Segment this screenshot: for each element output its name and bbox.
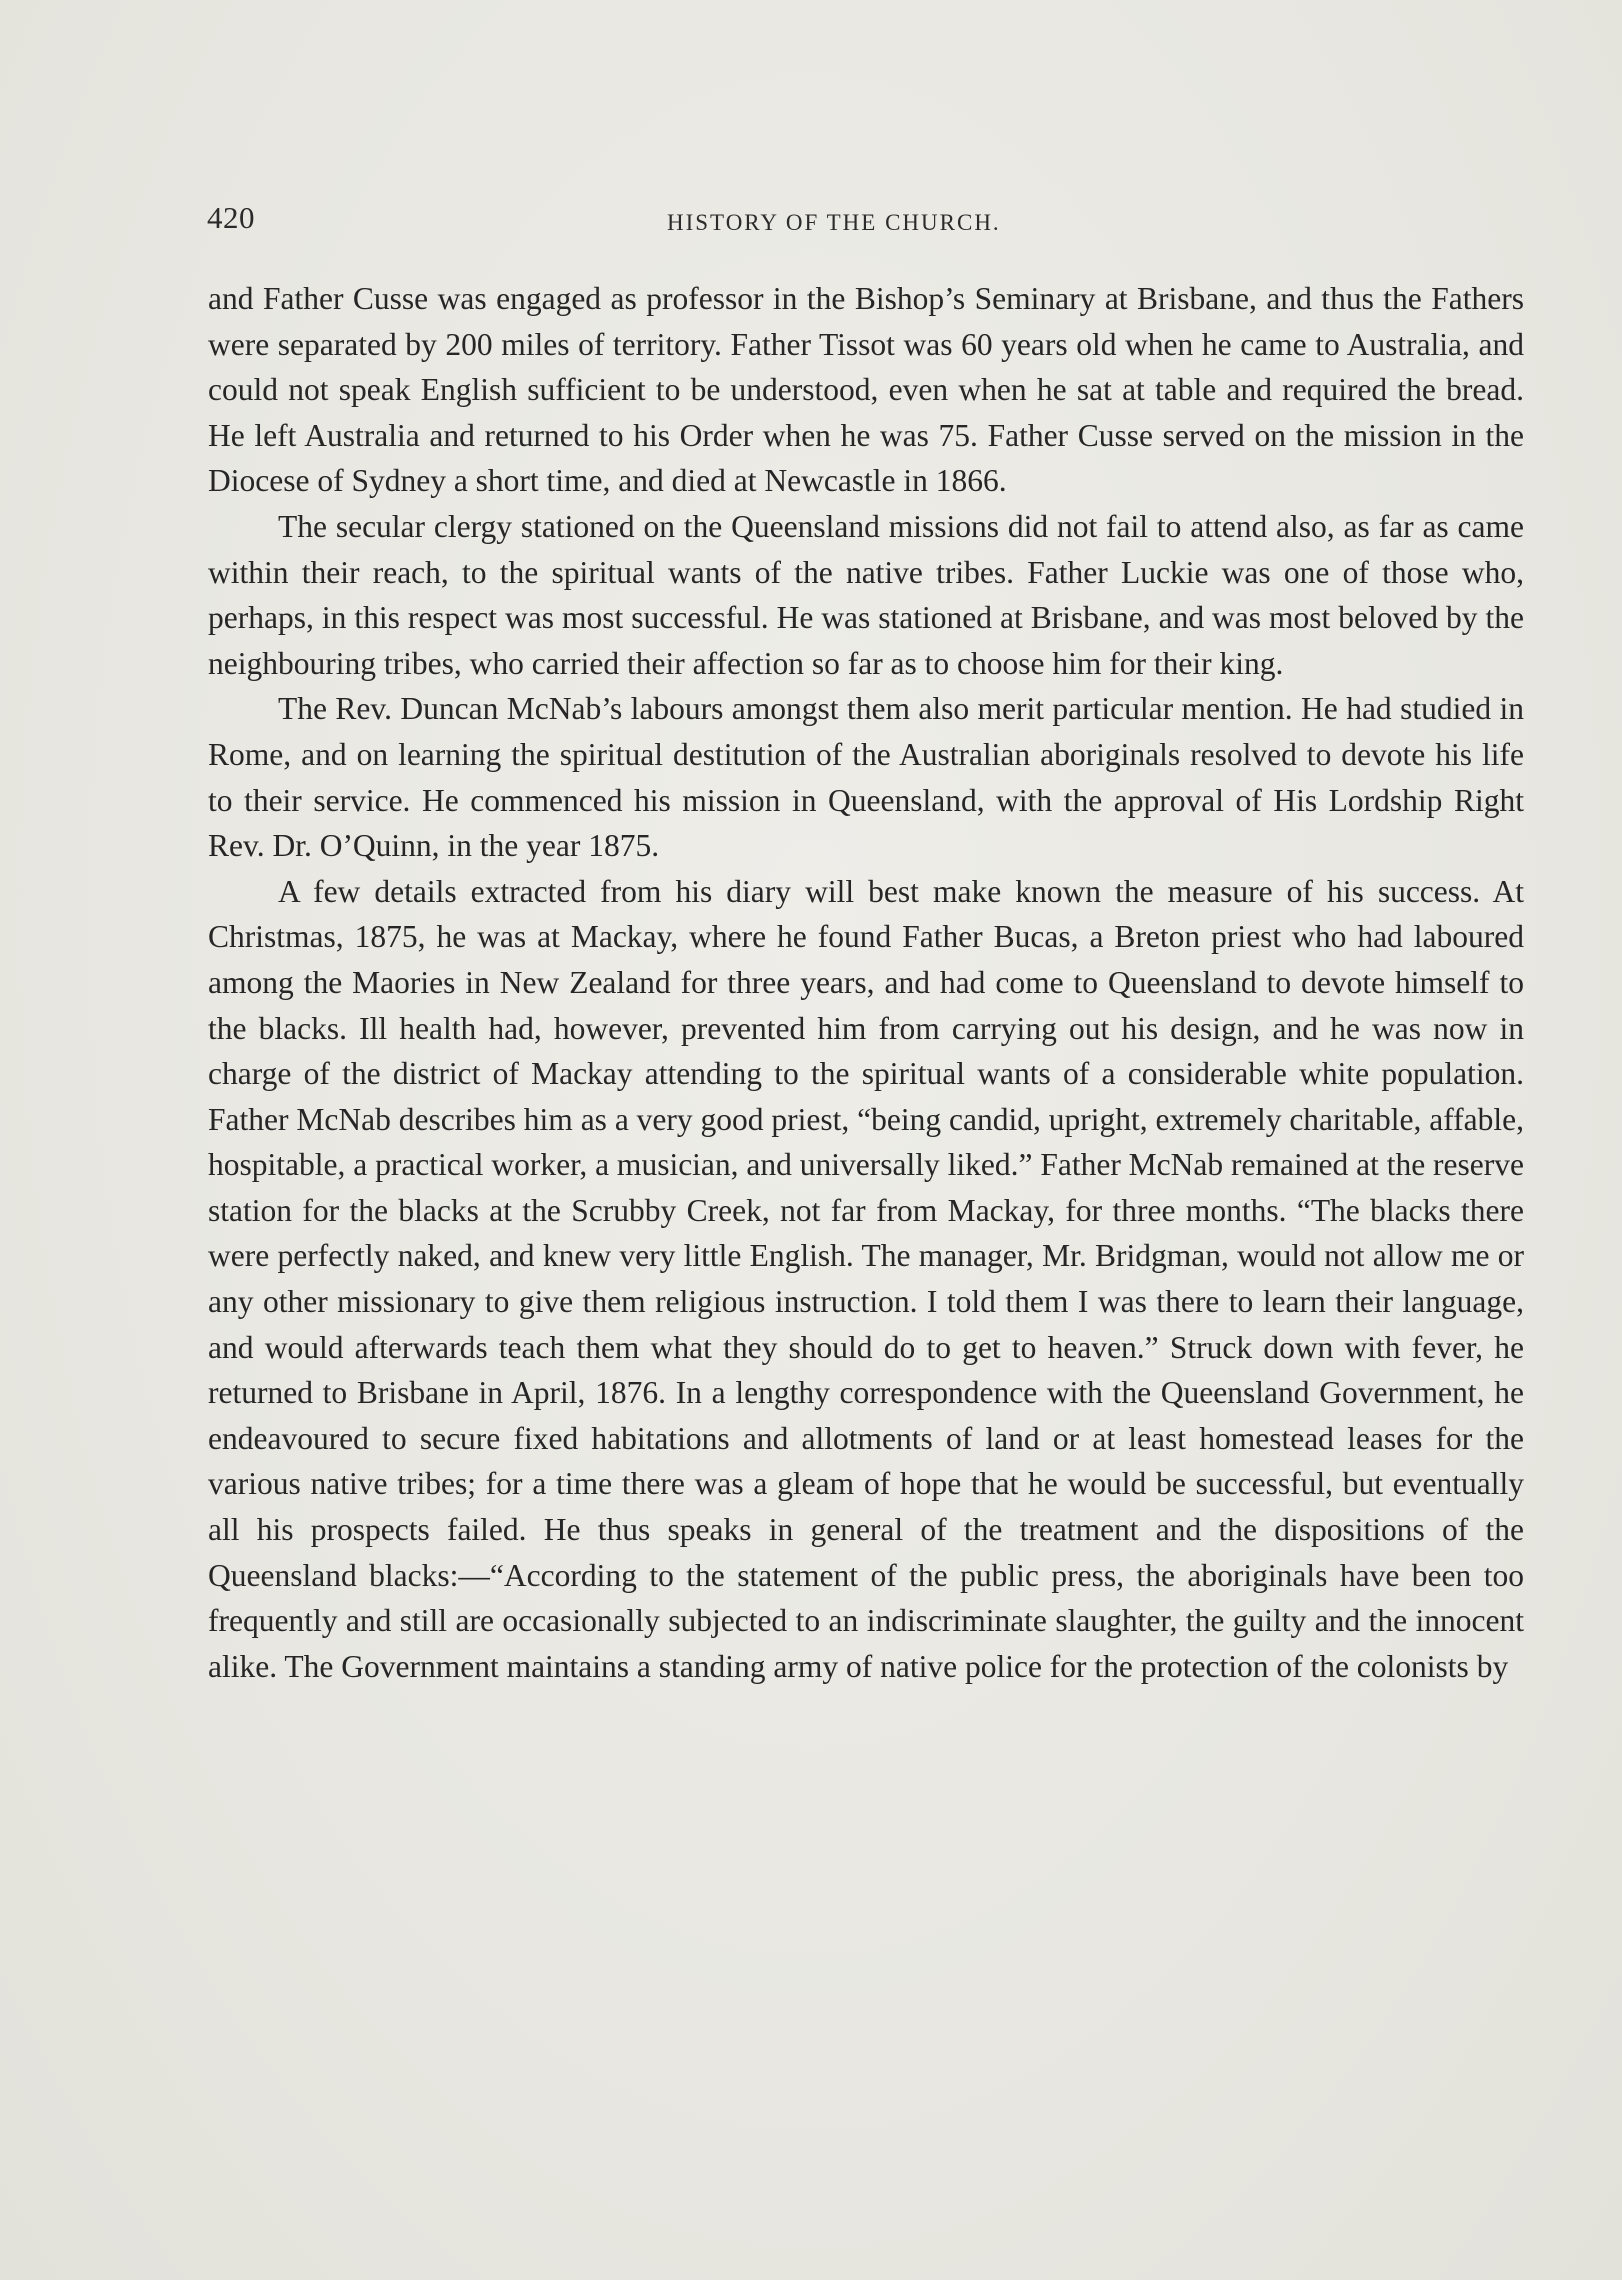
paragraph-4: A few details extracted from his diary will best make known the measure of his success. At Christmas, 1875, he was at Mackay, where he found Father Bucas, a Breton priest who had laboured among the Maories in New Zealand for three years, and had come to Queensland to devote himself to the blacks. Ill health had, however, prevented him from carrying out his design, and he was now in charge of the district of Mackay attending to the spiritual wants of a considerable white population. Father McNab describes him as a very good priest, “being candid, upright, extremely charitable, affable, hospitable, a practical worker, a musician, and universally liked.” Father McNab remained at the reserve station for the blacks at the Scrubby Creek, not far from Mackay, for three months. “The blacks there were perfectly naked, and knew very little English. The manager, Mr. Bridgman, would not allow me or any other missionary to give them religious instruction. I told them I was there to learn their language, and would afterwards teach them what they should do to get to heaven.” Struck down with fever, he returned to Brisbane in April, 1876. In a lengthy correspondence with the Queensland Government, he endeavoured to secure fixed habitations and allotments of land or at least homestead leases for the various native tribes; for a time there was a gleam of hope that he would be successful, but eventually all his prospects failed. He thus speaks in general of the treatment and the dispositions of the Queensland blacks:—“According to the statement of the public press, the aboriginals have been too frequently and still are occasionally subjected to an indiscriminate slaughter, the guilty and the innocent alike. The Government maintains a standing army of native police for the protection of the colonists by xyxy=(208,873,1524,1684)
page-number: 420 xyxy=(207,200,255,235)
paragraph-3: The Rev. Duncan McNab’s labours amongst them also merit particular mention. He had studied in Rome, and on learning the spiritual destitution of the Australian aboriginals resolved to devote his life to their service. He commenced his mission in Queensland, with the approval of His Lordship Right Rev. Dr. O’Quinn, in the year 1875. xyxy=(208,691,1524,864)
body-text xyxy=(208,276,1524,1689)
paragraph-2: The secular clergy stationed on the Queensland missions did not fail to attend also, as far as came within their reach, to the spiritual wants of the native tribes. Father Luckie was one of those who, perhaps, in this respect was most successful. He was stationed at Brisbane, and was most beloved by the neighbouring tribes, who carried their affection so far as to choose him for their king. xyxy=(208,508,1524,681)
paragraph-1: and Father Cusse was engaged as professor in the Bishop’s Seminary at Brisbane, and thus the Fathers were separated by 200 miles of territory. Father Tissot was 60 years old when he came to Australia, and could not speak English sufficient to be understood, even when he sat at table and required the bread. He left Australia and returned to his Order when he was 75. Father Cusse served on the mission in the Diocese of Sydney a short time, and died at Newcastle in 1866. xyxy=(208,281,1524,499)
running-head xyxy=(207,200,1525,240)
running-title: HISTORY OF THE CHURCH. xyxy=(667,210,1001,235)
